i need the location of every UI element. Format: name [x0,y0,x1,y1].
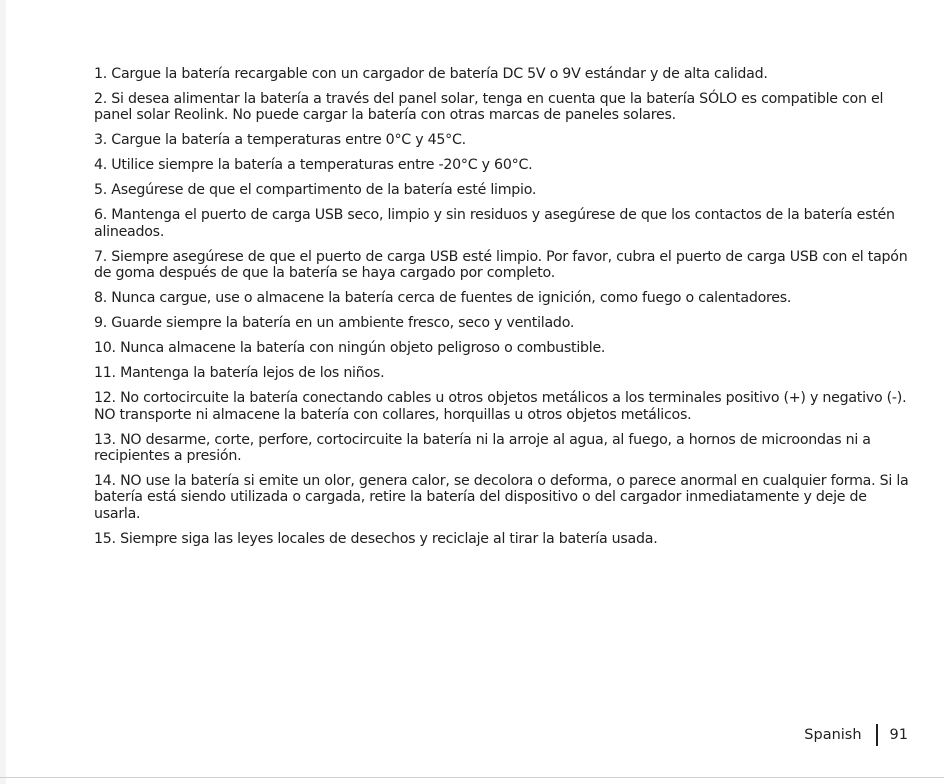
list-item: 6. Mantenga el puerto de carga USB seco, limpio y sin residuos y asegúrese de que los contactos de la batería estén alineados. [94,207,895,240]
footer-language: Spanish [804,727,862,743]
list-item: 2. Si desea alimentar la batería a través del panel solar, tenga en cuenta que la batería SÓLO es compatible con el panel solar Reolink. No puede cargar la batería con otras marcas de paneles solares. [94,91,884,124]
list-item: 4. Utilice siempre la batería a temperaturas entre -20°C y 60°C. [94,157,533,174]
list-item: 11. Mantenga la batería lejos de los niños. [94,365,385,382]
list-item: 13. NO desarme, corte, perfore, cortocircuite la batería ni la arroje al agua, al fuego, a hornos de microondas ni a recipientes a presión. [94,431,871,465]
list-item: 14. NO use la batería si emite un olor, genera calor, se decolora o deforma, o parece anormal en cualquier forma. Si la batería está siendo utilizada o cargada, retire la batería del dispositivo o del cargador inmediatamente y deje de usarla. [94,473,909,522]
page-bottom-edge [0,777,944,778]
list-item: 10. Nunca almacene la batería con ningún objeto peligroso o combustible. [94,340,606,357]
list-item: 1. Cargue la batería recargable con un cargador de batería DC 5V o 9V estándar y de alta calidad. [94,66,768,82]
safety-instructions-list [94,66,914,547]
page-number: 91 [889,727,908,743]
page-footer [804,724,908,746]
list-item: 8. Nunca cargue, use o almacene la batería cerca de fuentes de ignición, como fuego o calentadores. [94,290,792,307]
list-item: 9. Guarde siempre la batería en un ambiente fresco, seco y ventilado. [94,315,575,332]
list-item: 7. Siempre asegúrese de que el puerto de carga USB esté limpio. Por favor, cubra el puerto de carga USB con el tapón de goma después de que la batería se haya cargado por completo. [94,248,908,282]
list-item: 15. Siempre siga las leyes locales de desechos y reciclaje al tirar la batería usada. [94,530,658,547]
list-item: 12. No cortocircuite la batería conectando cables u otros objetos metálicos a los terminales positivo (+) y negativo (-). NO transporte ni almacene la batería con collares, horquillas u otros objetos metálicos. [94,390,907,423]
list-item: 5. Asegúrese de que el compartimento de la batería esté limpio. [94,182,537,199]
list-item: 3. Cargue la batería a temperaturas entre 0°C y 45°C. [94,132,466,149]
footer-divider [876,724,878,746]
